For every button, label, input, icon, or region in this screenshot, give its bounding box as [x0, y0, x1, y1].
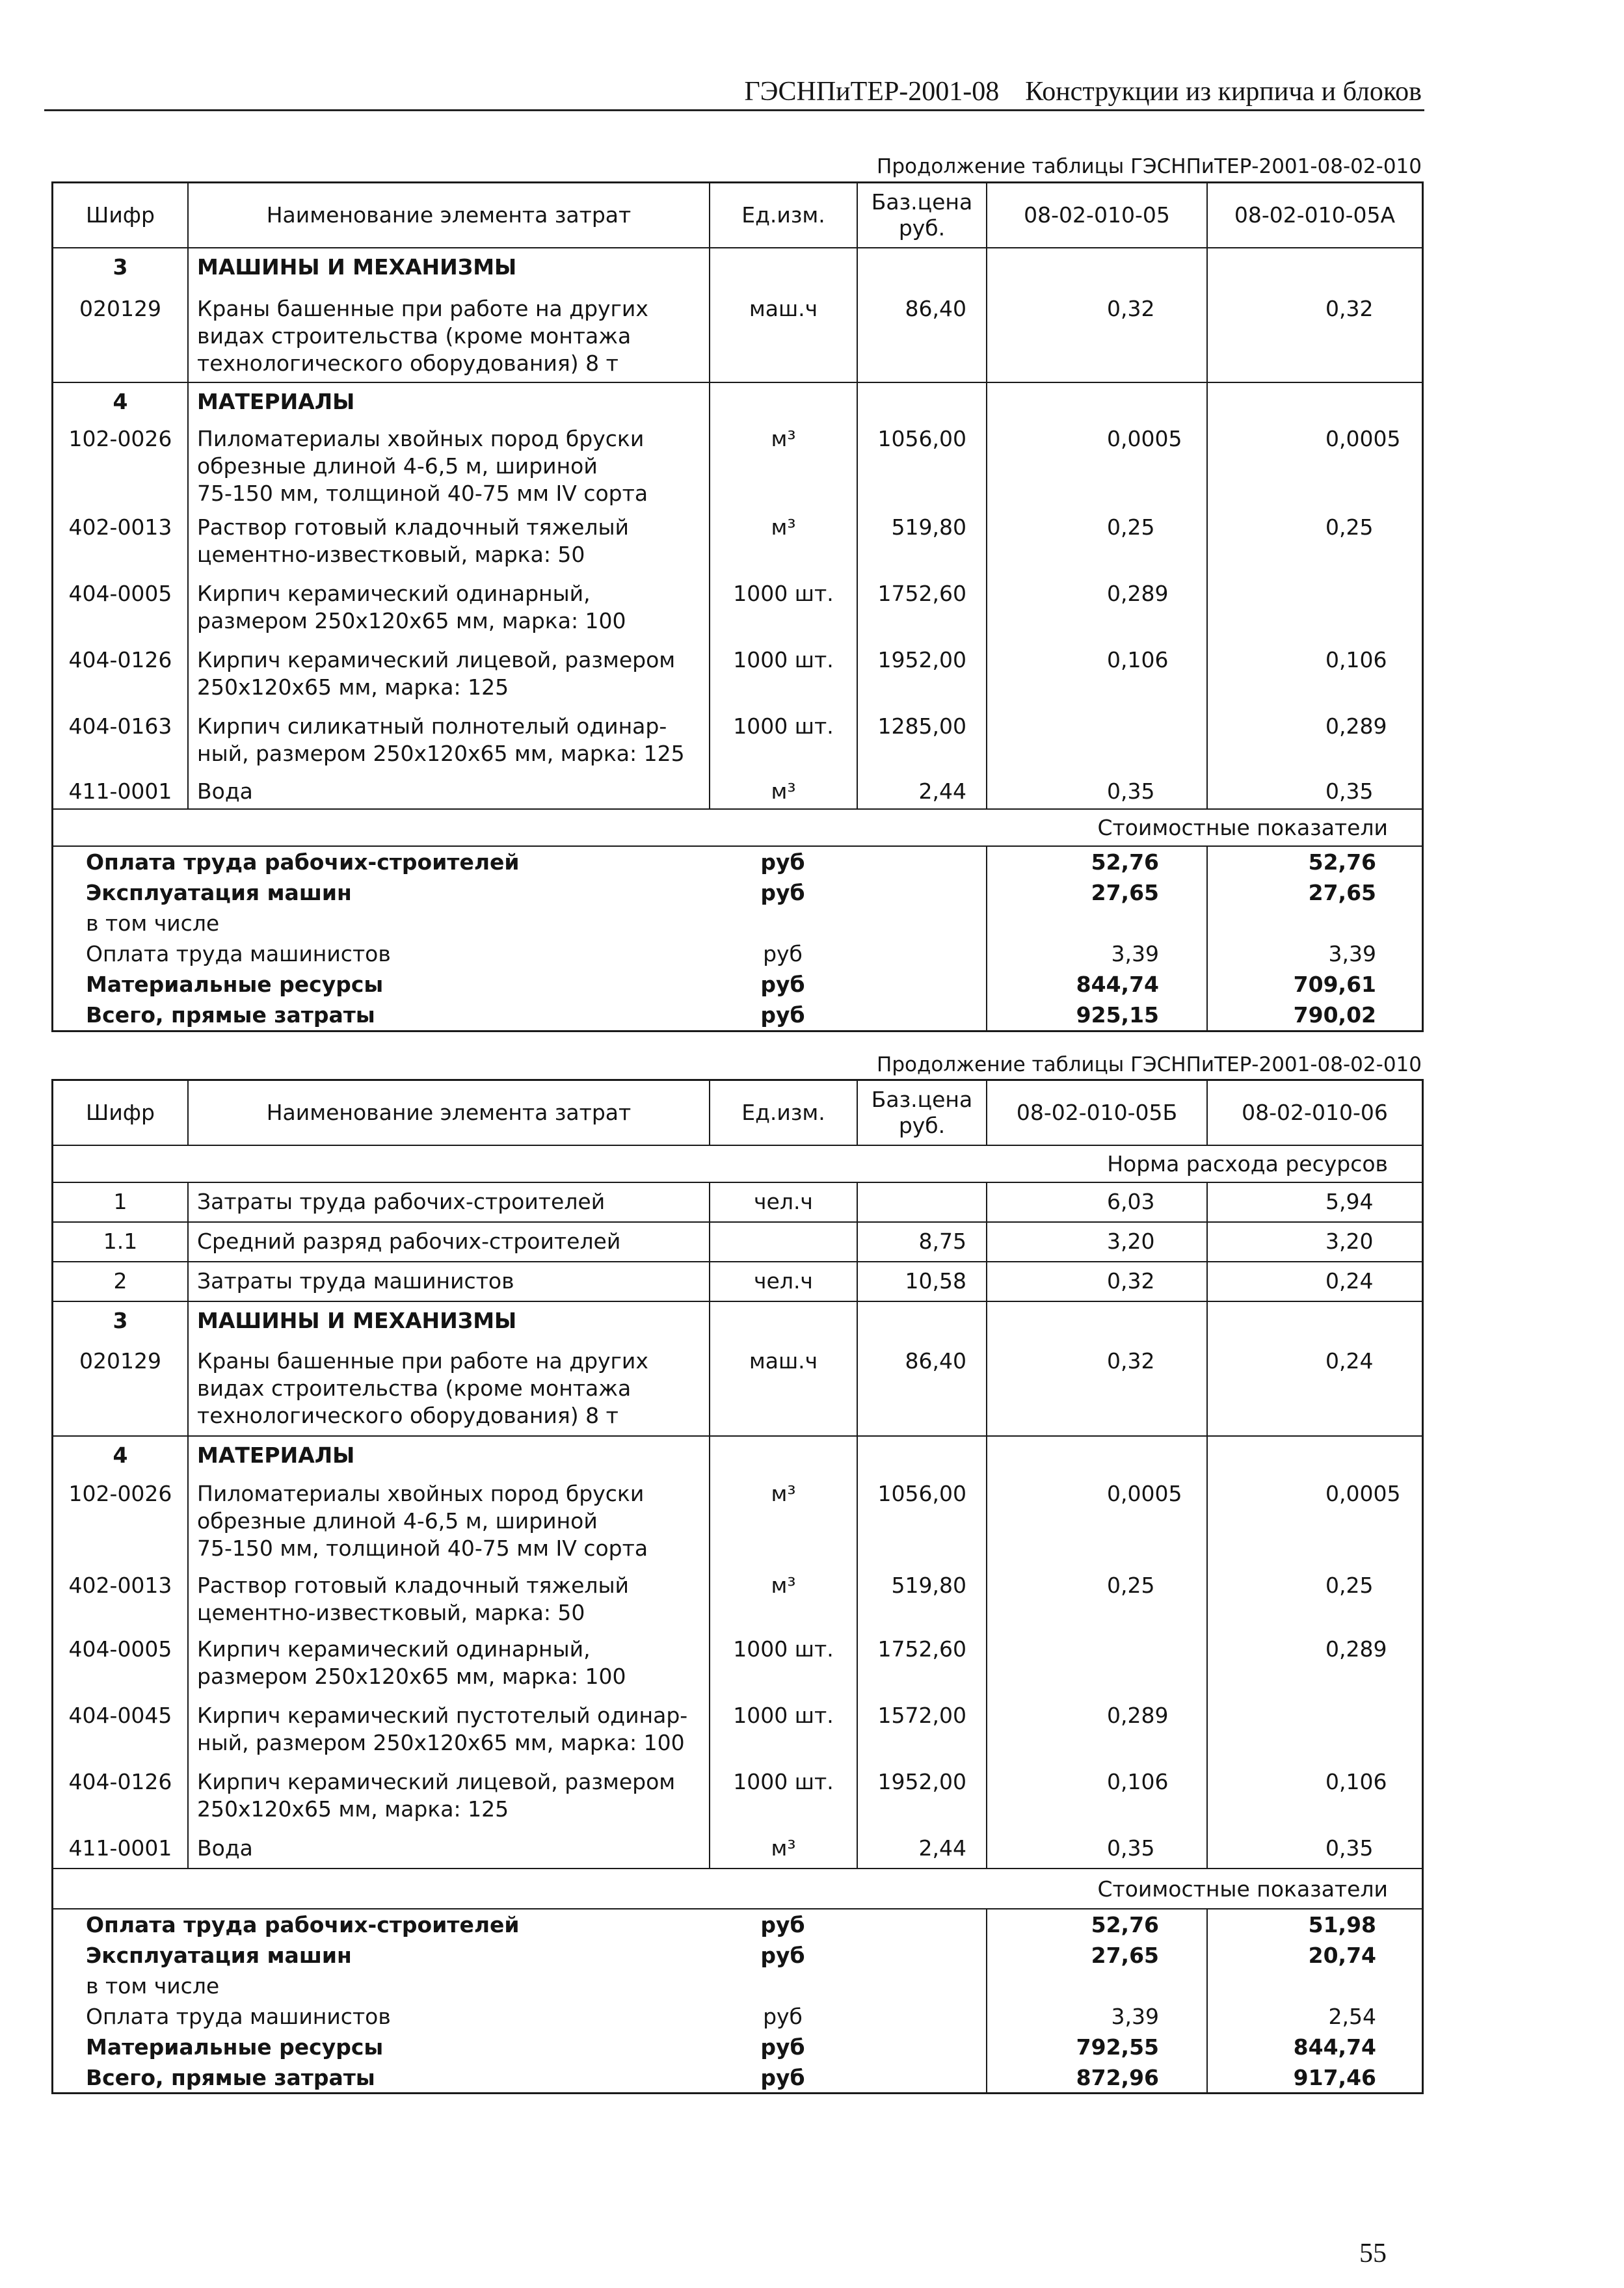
- cost-label: Материальные ресурсы: [86, 972, 384, 997]
- resource-table: [51, 1079, 1424, 2094]
- norm-value-col-1: 0,289: [986, 1697, 1206, 1763]
- column-header-unit: Ед.изм.: [709, 1081, 857, 1145]
- unit-of-measure: м³: [709, 1567, 857, 1630]
- cost-row: [53, 938, 1422, 969]
- cost-unit: руб: [763, 2004, 803, 2029]
- norm-value-col-1: [986, 1630, 1206, 1697]
- section-title-text: МАТЕРИАЛЫ: [197, 1443, 355, 1468]
- column-header-code: Шифр: [86, 1100, 155, 1125]
- resource-name: [187, 1630, 709, 1697]
- resource-code: 402-0013: [68, 1573, 172, 1598]
- table-row: [53, 420, 1422, 509]
- cost-label: Материальные ресурсы: [86, 2034, 384, 2060]
- norm-value-col-1: [986, 1302, 1206, 1342]
- norm-value-col-1: 6,03: [986, 1183, 1206, 1221]
- resource-code: 402-0013: [68, 514, 172, 540]
- cost-label: Эксплуатация машин: [86, 1943, 352, 1968]
- cost-row: [53, 2001, 1422, 2032]
- cost-value-col-2: 844,74: [1206, 2032, 1422, 2062]
- resource-code: 404-0126: [68, 647, 172, 672]
- unit-of-measure: м³: [709, 773, 857, 808]
- section-title-text: МАШИНЫ И МЕХАНИЗМЫ: [197, 254, 517, 280]
- table-row: [53, 575, 1422, 641]
- cost-value-col-1: 27,65: [986, 877, 1206, 908]
- resource-name-line: Кирпич керамический пустотелый одинар-: [197, 1703, 688, 1728]
- norm-value-col-1: 0,289: [986, 575, 1206, 641]
- cost-value-col-1: 3,39: [986, 938, 1206, 969]
- resource-name-line: Раствор готовый кладочный тяжелый: [197, 514, 629, 540]
- resource-code: 1.1: [103, 1229, 138, 1254]
- norm-value-col-2: [1206, 383, 1422, 420]
- norm-value-col-2: 0,32: [1206, 290, 1422, 382]
- base-price: [857, 1302, 986, 1342]
- resource-name: [187, 773, 709, 808]
- unit-of-measure: [709, 1437, 857, 1475]
- table-row: [53, 1763, 1422, 1829]
- norm-value-col-2: 0,35: [1206, 1829, 1422, 1868]
- cost-value-col-1: 844,74: [986, 969, 1206, 1000]
- base-price: 1285,00: [857, 708, 986, 773]
- section-title-text: МАТЕРИАЛЫ: [197, 389, 355, 414]
- base-price: 86,40: [857, 290, 986, 382]
- unit-of-measure: [709, 1302, 857, 1342]
- cost-value-col-2: 52,76: [1206, 847, 1422, 877]
- cost-row: [53, 908, 1422, 938]
- resource-name-line: 75-150 мм, толщиной 40-75 мм IV сорта: [197, 1536, 648, 1561]
- resource-code: 020129: [79, 296, 161, 321]
- empty-cell: [857, 2062, 986, 2092]
- base-price: 2,44: [857, 773, 986, 808]
- resource-table: [51, 181, 1424, 1032]
- unit-of-measure: [709, 383, 857, 420]
- resource-name-line: 75-150 мм, толщиной 40-75 мм IV сорта: [197, 481, 648, 506]
- cost-label: Всего, прямые затраты: [86, 1002, 375, 1028]
- unit-of-measure: [709, 248, 857, 290]
- resource-code: 102-0026: [68, 426, 172, 451]
- unit-of-measure: маш.ч: [709, 290, 857, 382]
- resource-name-line: технологического оборудования) 8 т: [197, 351, 619, 376]
- cost-value-col-2: 3,39: [1206, 938, 1422, 969]
- norm-value-col-2: 3,20: [1206, 1223, 1422, 1261]
- norm-value-col-2: 5,94: [1206, 1183, 1422, 1221]
- cost-label: Оплата труда машинистов: [86, 2004, 391, 2029]
- table-row: [53, 1697, 1422, 1763]
- cost-value-col-2: 709,61: [1206, 969, 1422, 1000]
- cost-value-col-1: 27,65: [986, 1940, 1206, 1971]
- cost-row: [53, 969, 1422, 1000]
- resource-name-line: обрезные длиной 4-6,5 м, шириной: [197, 453, 598, 479]
- section-number: 4: [113, 1443, 128, 1468]
- cost-value-col-2: 790,02: [1206, 1000, 1422, 1030]
- resource-name-line: 250x120x65 мм, марка: 125: [197, 1796, 509, 1822]
- cost-unit: руб: [760, 2034, 805, 2060]
- base-price: 1752,60: [857, 575, 986, 641]
- norm-value-col-2: 0,0005: [1206, 1475, 1422, 1567]
- table-header-row: [53, 1081, 1422, 1146]
- empty-cell: [857, 1940, 986, 1971]
- table-body: [53, 248, 1422, 1030]
- cost-label: Оплата труда рабочих-строителей: [86, 1912, 520, 1937]
- norm-value-col-1: 0,35: [986, 773, 1206, 808]
- section-row: [53, 248, 1422, 290]
- cost-label: Оплата труда машинистов: [86, 941, 391, 966]
- resource-code: 404-0005: [68, 1636, 172, 1662]
- unit-of-measure: м³: [709, 1829, 857, 1868]
- empty-cell: [857, 877, 986, 908]
- cost-unit: руб: [760, 1002, 805, 1028]
- resource-name: [187, 1223, 709, 1261]
- resource-code: 404-0163: [68, 713, 172, 739]
- norm-heading: Норма расхода ресурсов: [1107, 1151, 1388, 1177]
- resource-code: 404-0045: [68, 1703, 172, 1728]
- resource-code: 411-0001: [68, 1835, 172, 1861]
- norm-value-col-2: 0,106: [1206, 641, 1422, 708]
- table-row: [53, 641, 1422, 708]
- resource-code: 404-0005: [68, 581, 172, 606]
- section-title-text: МАШИНЫ И МЕХАНИЗМЫ: [197, 1308, 517, 1333]
- cost-row: [53, 2032, 1422, 2062]
- resource-name: [187, 708, 709, 773]
- empty-cell: [857, 908, 986, 938]
- norm-value-col-2: 0,289: [1206, 708, 1422, 773]
- section-number: 4: [113, 389, 128, 414]
- resource-name-line: видах строительства (кроме монтажа: [197, 323, 632, 349]
- column-header-norm-2: 08-02-010-06: [1206, 1081, 1422, 1145]
- cost-value-col-2: 27,65: [1206, 877, 1422, 908]
- resource-name-line: ный, размером 250x120x65 мм, марка: 125: [197, 741, 685, 766]
- resource-name-line: Пиломатериалы хвойных пород бруски: [197, 1481, 645, 1506]
- resource-name-line: технологического оборудования) 8 т: [197, 1403, 619, 1428]
- cost-label: в том числе: [86, 1973, 220, 1999]
- norm-value-col-1: 0,106: [986, 641, 1206, 708]
- column-header-base-price: Баз.цена руб.: [857, 1081, 986, 1145]
- base-price: 1056,00: [857, 1475, 986, 1567]
- unit-of-measure: чел.ч: [709, 1262, 857, 1301]
- cost-unit: [709, 908, 857, 938]
- cost-row: [53, 2062, 1422, 2092]
- resource-code: 102-0026: [68, 1481, 172, 1506]
- header-rule: [44, 109, 1424, 111]
- resource-code: 2: [113, 1268, 127, 1294]
- cost-row: [53, 877, 1422, 908]
- resource-name-line: Краны башенные при работе на других: [197, 1348, 648, 1374]
- resource-name-line: Кирпич керамический одинарный,: [197, 581, 591, 606]
- header-title: Конструкции из кирпича и блоков: [1025, 77, 1422, 107]
- column-header-code: Шифр: [86, 202, 155, 228]
- norm-value-col-2: 0,35: [1206, 773, 1422, 808]
- empty-cell: [857, 1000, 986, 1030]
- empty-cell: [857, 1971, 986, 2001]
- resource-code: 020129: [79, 1348, 161, 1374]
- cost-unit: руб: [760, 2064, 805, 2090]
- unit-of-measure: маш.ч: [709, 1342, 857, 1435]
- unit-of-measure: м³: [709, 509, 857, 575]
- table-row: [53, 1342, 1422, 1435]
- base-price: 86,40: [857, 1342, 986, 1435]
- resource-code: 411-0001: [68, 778, 172, 804]
- cost-value-col-1: 792,55: [986, 2032, 1206, 2062]
- norm-value-col-2: [1206, 248, 1422, 290]
- norm-value-col-2: [1206, 1302, 1422, 1342]
- base-price: 519,80: [857, 509, 986, 575]
- cost-row: [53, 1909, 1422, 1940]
- table-row: [53, 290, 1422, 382]
- section-row: [53, 1301, 1422, 1342]
- cost-heading-row: [53, 1868, 1422, 1909]
- resource-name: [187, 1697, 709, 1763]
- resource-name-line: цементно-известковый, марка: 50: [197, 1600, 585, 1625]
- section-row: [53, 1435, 1422, 1475]
- norm-value-col-2: 0,25: [1206, 509, 1422, 575]
- table-row: [53, 1475, 1422, 1567]
- empty-cell: [857, 2032, 986, 2062]
- base-price: 1752,60: [857, 1630, 986, 1697]
- section-title: [187, 1302, 709, 1342]
- unit-of-measure: 1000 шт.: [709, 708, 857, 773]
- cost-value-col-2: 2,54: [1206, 2001, 1422, 2032]
- norm-heading-row: [53, 1146, 1422, 1183]
- resource-name: [187, 420, 709, 509]
- resource-name: [187, 1829, 709, 1868]
- cost-row: [53, 1940, 1422, 1971]
- cost-value-col-1: 3,39: [986, 2001, 1206, 2032]
- cost-value-col-1: [986, 908, 1206, 938]
- cost-label: в том числе: [86, 911, 220, 936]
- resource-name: [187, 1342, 709, 1435]
- cost-unit: руб: [760, 849, 805, 875]
- resource-name-line: Вода: [197, 1835, 253, 1861]
- cost-heading: Стоимостные показатели: [1097, 815, 1388, 840]
- unit-of-measure: м³: [709, 420, 857, 509]
- norm-value-col-1: 0,25: [986, 1567, 1206, 1630]
- base-price: 519,80: [857, 1567, 986, 1630]
- resource-name-line: ный, размером 250x120x65 мм, марка: 100: [197, 1730, 685, 1755]
- norm-value-col-2: 0,24: [1206, 1342, 1422, 1435]
- table-row: [53, 1567, 1422, 1630]
- unit-of-measure: 1000 шт.: [709, 575, 857, 641]
- unit-of-measure: 1000 шт.: [709, 1697, 857, 1763]
- cost-value-col-2: [1206, 1971, 1422, 2001]
- section-number: 3: [113, 254, 128, 280]
- norm-value-col-2: [1206, 575, 1422, 641]
- resource-name-line: цементно-известковый, марка: 50: [197, 542, 585, 567]
- base-price: [857, 1437, 986, 1475]
- empty-cell: [857, 1909, 986, 1940]
- cost-value-col-1: 872,96: [986, 2062, 1206, 2092]
- header-code: ГЭСНПиТЕР-2001-08: [744, 77, 1000, 107]
- norm-value-col-1: 3,20: [986, 1223, 1206, 1261]
- resource-name-line: Раствор готовый кладочный тяжелый: [197, 1573, 629, 1598]
- unit-of-measure: 1000 шт.: [709, 1763, 857, 1829]
- base-price: 10,58: [857, 1262, 986, 1301]
- resource-name-line: Кирпич керамический лицевой, размером: [197, 1769, 676, 1794]
- table-row: [53, 708, 1422, 773]
- base-price: [857, 248, 986, 290]
- cost-heading-row: [53, 808, 1422, 847]
- column-header-norm-1: 08-02-010-05Б: [986, 1081, 1206, 1145]
- cost-value-col-1: 52,76: [986, 847, 1206, 877]
- cost-row: [53, 1000, 1422, 1030]
- table-row: [53, 1183, 1422, 1221]
- table-caption: Продолжение таблицы ГЭСНПиТЕР-2001-08-02-010: [877, 155, 1422, 178]
- empty-cell: [857, 2001, 986, 2032]
- table-row: [53, 1829, 1422, 1868]
- section-title: [187, 383, 709, 420]
- cost-unit: руб: [760, 1943, 805, 1968]
- cost-value-col-1: 925,15: [986, 1000, 1206, 1030]
- resource-name: [187, 290, 709, 382]
- resource-name: [187, 1763, 709, 1829]
- resource-name-line: Пиломатериалы хвойных пород бруски: [197, 426, 645, 451]
- table-row: [53, 1221, 1422, 1261]
- page-number: 55: [1359, 2239, 1387, 2268]
- base-price: [857, 383, 986, 420]
- norm-value-col-2: 0,106: [1206, 1763, 1422, 1829]
- resource-name: [187, 1567, 709, 1630]
- table-row: [53, 773, 1422, 808]
- norm-value-col-1: 0,106: [986, 1763, 1206, 1829]
- norm-value-col-1: 0,32: [986, 290, 1206, 382]
- resource-name: [187, 1183, 709, 1221]
- resource-name-line: размером 250x120x65 мм, марка: 100: [197, 608, 626, 633]
- norm-value-col-1: [986, 1437, 1206, 1475]
- norm-value-col-2: 0,24: [1206, 1262, 1422, 1301]
- norm-value-col-1: [986, 248, 1206, 290]
- unit-of-measure: м³: [709, 1475, 857, 1567]
- running-header: [744, 75, 1422, 108]
- table-row: [53, 509, 1422, 575]
- base-price: 1952,00: [857, 641, 986, 708]
- resource-name-line: Кирпич силикатный полнотелый одинар-: [197, 713, 667, 739]
- base-price: [857, 1183, 986, 1221]
- norm-value-col-1: 0,25: [986, 509, 1206, 575]
- resource-name: [187, 575, 709, 641]
- norm-value-col-1: 0,0005: [986, 420, 1206, 509]
- unit-of-measure: чел.ч: [709, 1183, 857, 1221]
- norm-value-col-2: 0,0005: [1206, 420, 1422, 509]
- cost-unit: руб: [760, 972, 805, 997]
- cost-value-col-1: [986, 1971, 1206, 2001]
- resource-name-line: Вода: [197, 778, 253, 804]
- table-row: [53, 1261, 1422, 1301]
- section-title: [187, 248, 709, 290]
- cost-value-col-2: 917,46: [1206, 2062, 1422, 2092]
- base-price: 2,44: [857, 1829, 986, 1868]
- column-header-norm-2: 08-02-010-05А: [1206, 183, 1422, 247]
- section-title: [187, 1437, 709, 1475]
- resource-name-line: 250x120x65 мм, марка: 125: [197, 674, 509, 700]
- empty-cell: [857, 938, 986, 969]
- resource-name: [187, 641, 709, 708]
- base-price: 1056,00: [857, 420, 986, 509]
- column-header-norm-1: 08-02-010-05: [986, 183, 1206, 247]
- cost-label: Оплата труда рабочих-строителей: [86, 849, 520, 875]
- norm-value-col-1: [986, 708, 1206, 773]
- cost-value-col-2: 20,74: [1206, 1940, 1422, 1971]
- resource-name-line: Краны башенные при работе на других: [197, 296, 648, 321]
- norm-value-col-1: [986, 383, 1206, 420]
- cost-value-col-1: 52,76: [986, 1909, 1206, 1940]
- resource-name-line: Затраты труда машинистов: [197, 1268, 514, 1294]
- resource-name: [187, 509, 709, 575]
- cost-label: Всего, прямые затраты: [86, 2064, 375, 2090]
- cost-unit: руб: [763, 941, 803, 966]
- column-header-name: Наименование элемента затрат: [187, 183, 709, 247]
- base-price: 1572,00: [857, 1697, 986, 1763]
- resource-name-line: размером 250x120x65 мм, марка: 100: [197, 1664, 626, 1689]
- norm-value-col-2: [1206, 1437, 1422, 1475]
- resource-name-line: Кирпич керамический лицевой, размером: [197, 647, 676, 672]
- table-row: [53, 1630, 1422, 1697]
- resource-code: 404-0126: [68, 1769, 172, 1794]
- unit-of-measure: 1000 шт.: [709, 641, 857, 708]
- norm-value-col-2: 0,25: [1206, 1567, 1422, 1630]
- column-header-unit: Ед.изм.: [709, 183, 857, 247]
- cost-value-col-2: [1206, 908, 1422, 938]
- resource-name-line: обрезные длиной 4-6,5 м, шириной: [197, 1508, 598, 1534]
- resource-name-line: Затраты труда рабочих-строителей: [197, 1189, 606, 1214]
- resource-name: [187, 1475, 709, 1567]
- empty-cell: [857, 847, 986, 877]
- norm-value-col-2: 0,289: [1206, 1630, 1422, 1697]
- unit-of-measure: [709, 1223, 857, 1261]
- cost-label: Эксплуатация машин: [86, 880, 352, 905]
- column-header-name: Наименование элемента затрат: [187, 1081, 709, 1145]
- cost-row: [53, 1971, 1422, 2001]
- column-header-base-price: Баз.цена руб.: [857, 183, 986, 247]
- section-number: 3: [113, 1308, 128, 1333]
- cost-heading: Стоимостные показатели: [1097, 1876, 1388, 1902]
- norm-value-col-1: 0,32: [986, 1262, 1206, 1301]
- section-row: [53, 382, 1422, 420]
- base-price: 8,75: [857, 1223, 986, 1261]
- norm-value-col-2: [1206, 1697, 1422, 1763]
- norm-value-col-1: 0,0005: [986, 1475, 1206, 1567]
- cost-unit: [709, 1971, 857, 2001]
- cost-unit: руб: [760, 880, 805, 905]
- table-body: [53, 1146, 1422, 2092]
- resource-name-line: видах строительства (кроме монтажа: [197, 1376, 632, 1401]
- norm-value-col-1: 0,32: [986, 1342, 1206, 1435]
- cost-row: [53, 847, 1422, 877]
- resource-name-line: Средний разряд рабочих-строителей: [197, 1229, 621, 1254]
- norm-value-col-1: 0,35: [986, 1829, 1206, 1868]
- cost-unit: руб: [760, 1912, 805, 1937]
- resource-name: [187, 1262, 709, 1301]
- empty-cell: [857, 969, 986, 1000]
- resource-code: 1: [113, 1189, 127, 1214]
- unit-of-measure: 1000 шт.: [709, 1630, 857, 1697]
- cost-value-col-2: 51,98: [1206, 1909, 1422, 1940]
- resource-name-line: Кирпич керамический одинарный,: [197, 1636, 591, 1662]
- base-price: 1952,00: [857, 1763, 986, 1829]
- table-caption: Продолжение таблицы ГЭСНПиТЕР-2001-08-02-010: [877, 1053, 1422, 1076]
- table-header-row: [53, 183, 1422, 248]
